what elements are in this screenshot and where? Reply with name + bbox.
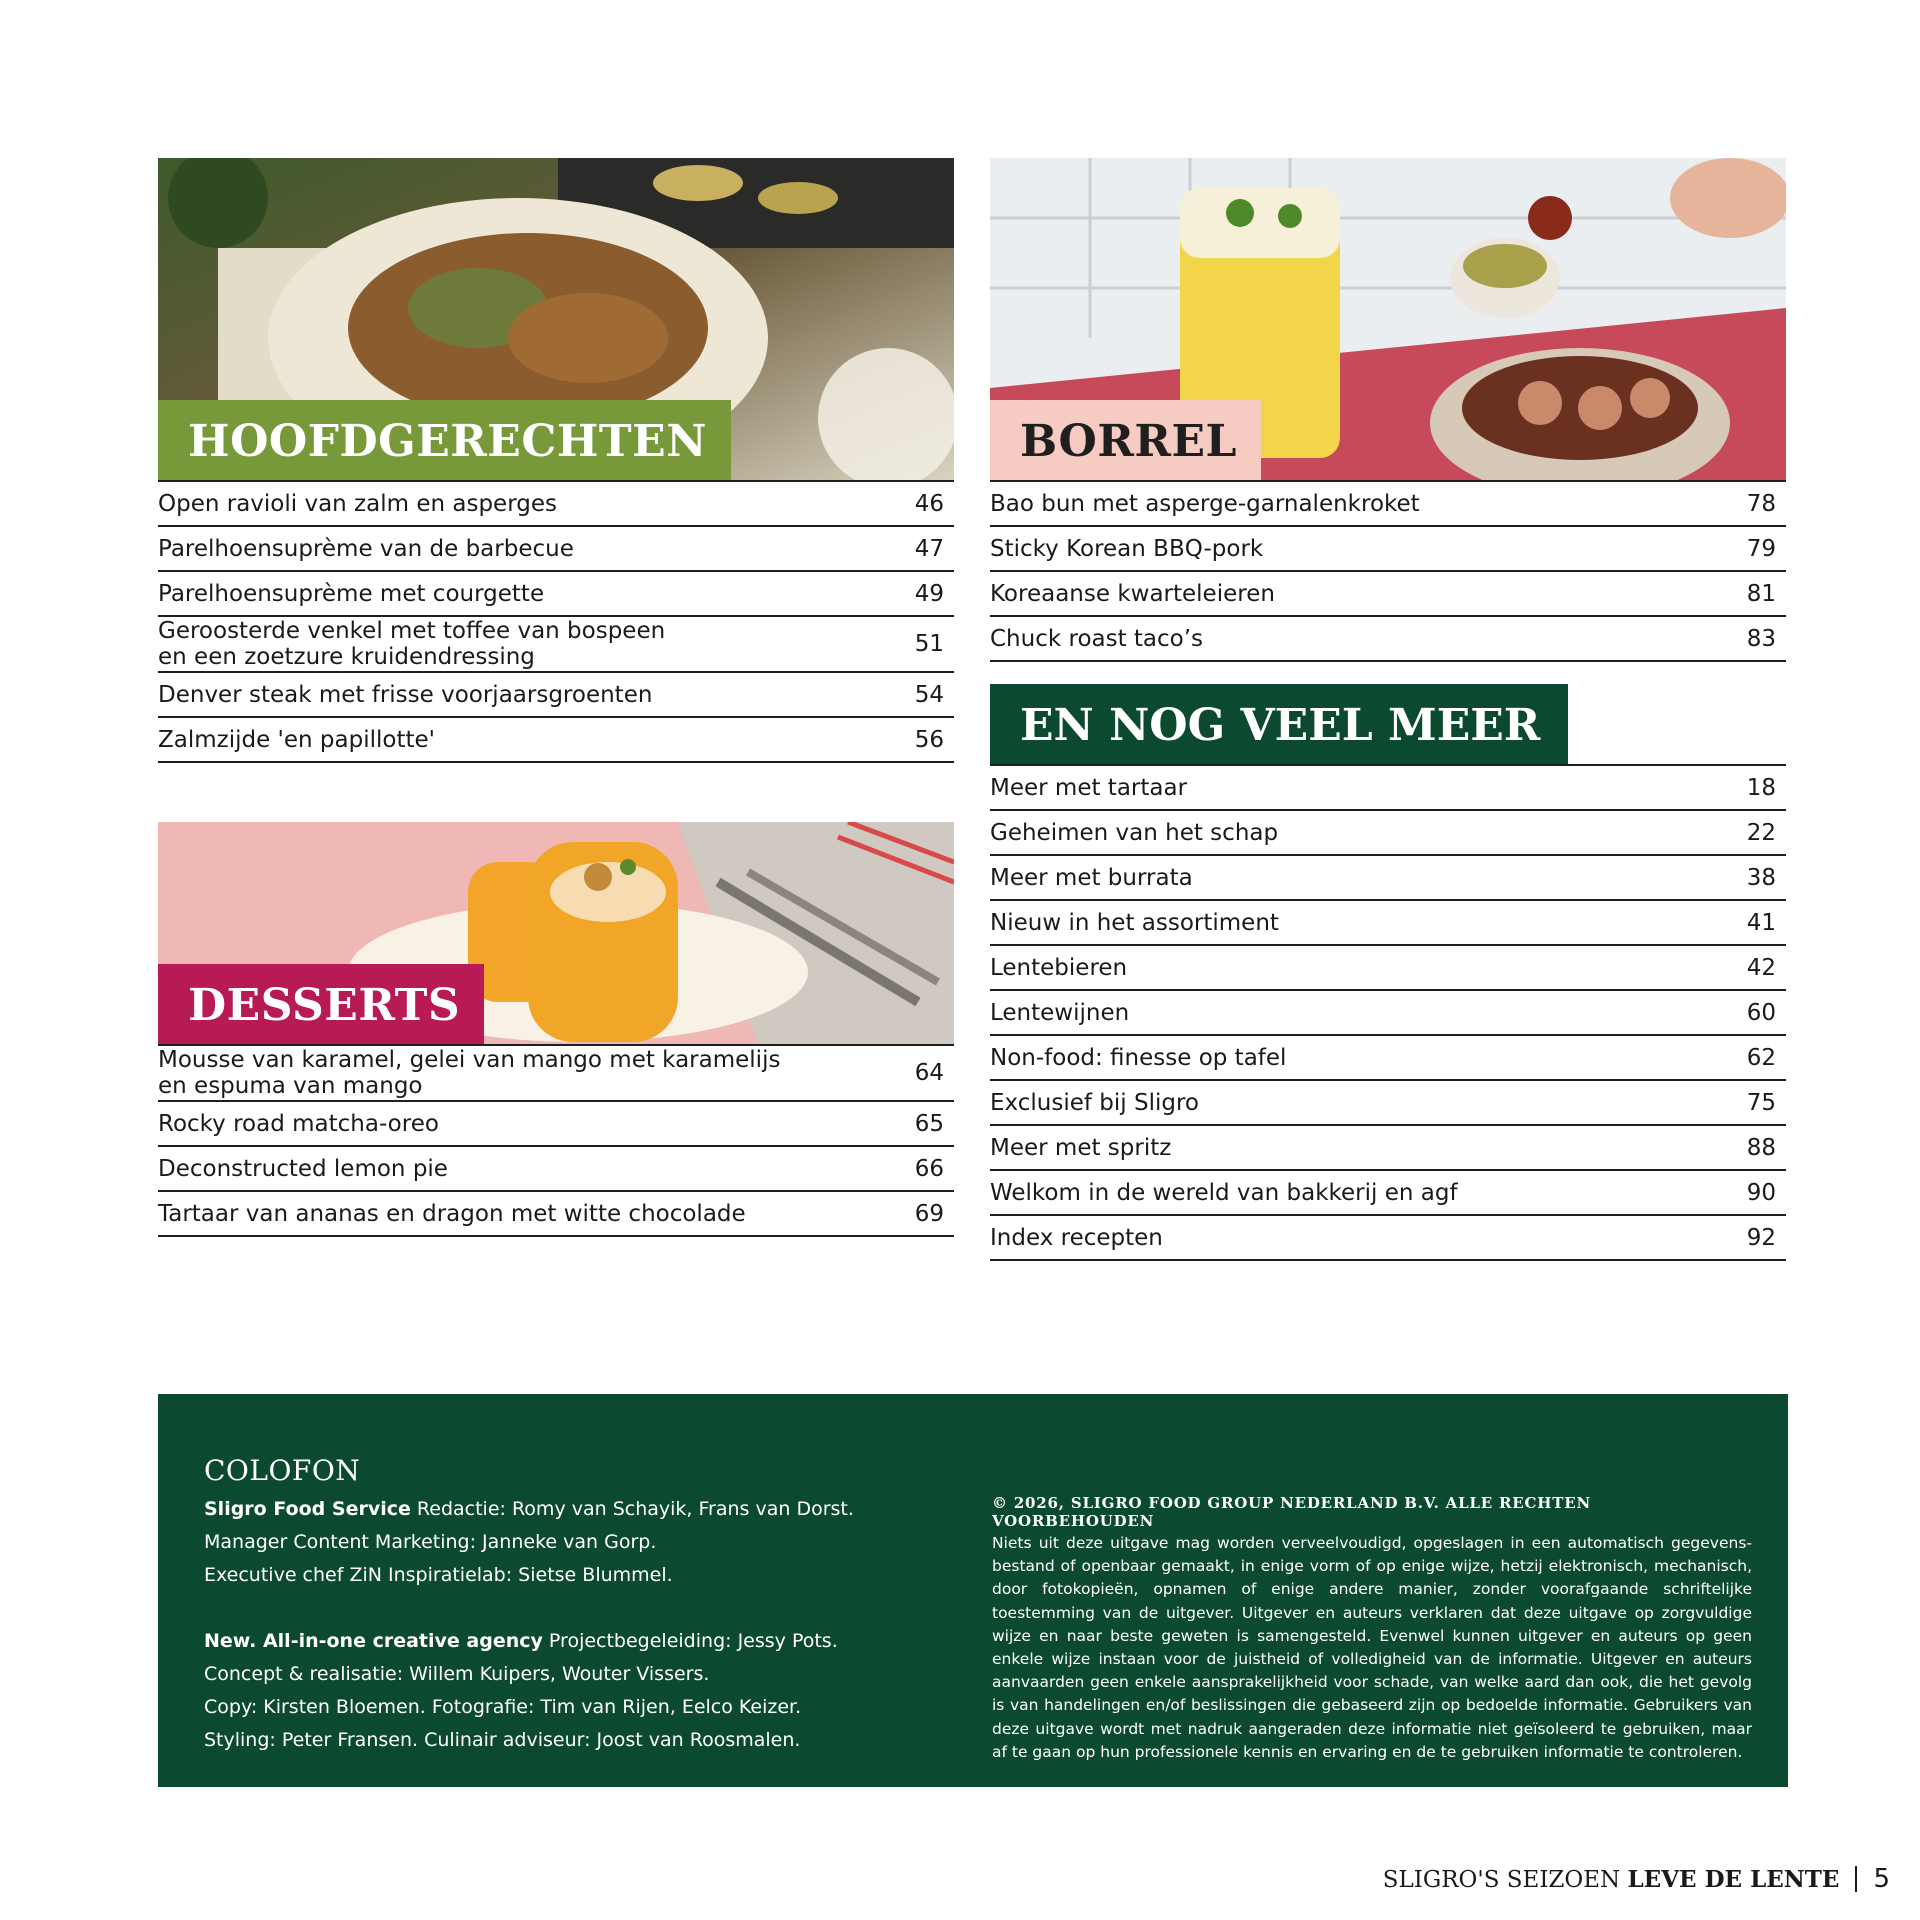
item-page: 56 <box>914 726 944 753</box>
list-item[interactable] <box>990 766 1786 811</box>
item-title: Open ravioli van zalm en asperges <box>158 490 557 517</box>
list-item[interactable] <box>158 1147 954 1192</box>
photo-hoofdgerechten <box>158 158 954 480</box>
colofon-company: New. All-in-one creative agency <box>204 1630 543 1652</box>
list-item[interactable] <box>158 673 954 718</box>
list-desserts <box>158 1044 954 1237</box>
item-title: Lentebieren <box>990 954 1128 981</box>
list-item[interactable] <box>990 1126 1786 1171</box>
colofon-line: Executive chef ZiN Inspiratielab: Sietse Blummel. <box>204 1564 673 1586</box>
item-title: Denver steak met frisse voorjaarsgroenten <box>158 681 653 708</box>
list-item[interactable] <box>158 718 954 763</box>
list-item[interactable] <box>990 482 1786 527</box>
copyright-body: Niets uit deze uitgave mag worden verveelvoudigd, opgeslagen in een automatisch gegevens-bestand of openbaar gemaakt, in enige vorm of op enige wijze, hetzij elektronisch, mechanisch, door fotokopieën, opnamen of enige andere manier, zonder voorafgaande schriftelijke toestemming van de uitgever. Uitgever en auteurs verklaren dat deze uitgave op zorgvuldige wijze en naar beste geweten is samengesteld. Evenwel kunnen uitgever en auteurs op geen enkele wijze instaan voor de juistheid of volledigheid van de informatie. Uitgever en auteurs aanvaarden geen enkele aansprakelijkheid voor schade, van welke aard dan ook, die het gevolg is van handelingen en/of beslissingen die gebaseerd zijn op bedoelde informatie. Gebruikers van deze uitgave wordt met nadruk aangeraden deze informatie niet geïsoleerd te gebruiken, maar af te gaan op hun professionele kennis en ervaring en de te gebruiken informatie te controleren. <box>992 1534 1752 1761</box>
item-title: Chuck roast taco’s <box>990 625 1204 652</box>
list-item[interactable] <box>990 856 1786 901</box>
item-page: 75 <box>1746 1089 1776 1116</box>
page-footer <box>1383 1862 1890 1896</box>
item-title: Non-food: finesse op tafel <box>990 1044 1287 1071</box>
section-desserts <box>158 822 954 1237</box>
item-title: Meer met spritz <box>990 1134 1172 1161</box>
item-page: 62 <box>1746 1044 1776 1071</box>
footer-divider <box>1855 1866 1857 1892</box>
footer-edition: LEVE DE LENTE <box>1627 1866 1840 1893</box>
item-title: Koreaanse kwarteleieren <box>990 580 1275 607</box>
item-page: 18 <box>1746 774 1776 801</box>
item-title: Meer met burrata <box>990 864 1193 891</box>
item-page: 46 <box>914 490 944 517</box>
item-page: 22 <box>1746 819 1776 846</box>
item-page: 38 <box>1746 864 1776 891</box>
section-meer <box>990 684 1786 1261</box>
page-number: 5 <box>1873 1864 1890 1894</box>
item-title: Zalmzijde 'en papillotte' <box>158 726 435 753</box>
item-title: Bao bun met asperge-garnalenkroket <box>990 490 1420 517</box>
section-title-meer: EN NOG VEEL MEER <box>990 684 1568 764</box>
list-item[interactable] <box>990 572 1786 617</box>
item-title: Lentewijnen <box>990 999 1130 1026</box>
item-title: Tartaar van ananas en dragon met witte chocolade <box>158 1200 746 1227</box>
colofon-line: Concept & realisatie: Willem Kuipers, Wouter Vissers. <box>204 1663 710 1685</box>
item-page: 60 <box>1746 999 1776 1026</box>
list-meer <box>990 764 1786 1261</box>
item-title: Exclusief bij Sligro <box>990 1089 1199 1116</box>
colofon-heading: COLOFON <box>204 1454 361 1487</box>
item-page: 51 <box>914 631 944 657</box>
item-page: 54 <box>914 681 944 708</box>
list-hoofdgerechten <box>158 480 954 763</box>
item-page: 78 <box>1746 490 1776 517</box>
item-page: 42 <box>1746 954 1776 981</box>
colofon-line <box>204 1625 964 1658</box>
list-item[interactable] <box>990 1216 1786 1261</box>
item-title: Parelhoensuprème van de barbecue <box>158 535 574 562</box>
photo-borrel <box>990 158 1786 480</box>
item-page: 64 <box>914 1060 944 1086</box>
footer-brand: SLIGRO'S SEIZOEN <box>1382 1867 1628 1893</box>
colofon-text: Projectbegeleiding: Jessy Pots. <box>542 1630 838 1652</box>
section-borrel <box>990 158 1786 662</box>
section-title-desserts: DESSERTS <box>158 964 484 1044</box>
item-page: 79 <box>1746 535 1776 562</box>
item-page: 83 <box>1746 625 1776 652</box>
colofon-line: Copy: Kirsten Bloemen. Fotografie: Tim van Rijen, Eelco Keizer. <box>204 1696 802 1718</box>
item-title: Parelhoensuprème met courgette <box>158 580 545 607</box>
copyright-title: © 2026, SLIGRO FOOD GROUP NEDERLAND B.V. ALLE RECHTEN VOORBEHOUDEN <box>992 1494 1591 1530</box>
item-page: 66 <box>914 1155 944 1182</box>
item-page: 90 <box>1746 1179 1776 1206</box>
list-item[interactable] <box>990 811 1786 856</box>
section-hoofdgerechten <box>158 158 954 763</box>
colofon-line: Manager Content Marketing: Janneke van Gorp. <box>204 1531 657 1553</box>
item-page: 49 <box>914 580 944 607</box>
item-page: 81 <box>1746 580 1776 607</box>
item-page: 47 <box>914 535 944 562</box>
item-title: Nieuw in het assortiment <box>990 909 1279 936</box>
list-item[interactable] <box>158 527 954 572</box>
list-item[interactable] <box>990 1036 1786 1081</box>
item-title: Deconstructed lemon pie <box>158 1155 448 1182</box>
list-item[interactable] <box>990 991 1786 1036</box>
list-item[interactable] <box>158 617 954 673</box>
photo-desserts <box>158 822 954 1044</box>
item-page: 92 <box>1746 1224 1776 1251</box>
list-item[interactable] <box>158 482 954 527</box>
colofon-credits <box>204 1454 964 1757</box>
item-title: Sticky Korean BBQ-pork <box>990 535 1264 562</box>
list-item[interactable] <box>158 1192 954 1237</box>
colofon-line: Styling: Peter Fransen. Culinair adviseur: Joost van Roosmalen. <box>204 1729 801 1751</box>
item-page: 65 <box>914 1110 944 1137</box>
list-item[interactable] <box>990 1171 1786 1216</box>
copyright-block <box>992 1494 1752 1764</box>
colofon-company: Sligro Food Service <box>204 1498 411 1520</box>
item-title: Geroosterde venkel met toffee van bospeen en een zoetzure kruidendressing <box>158 618 666 670</box>
section-title-borrel: BORREL <box>990 400 1261 480</box>
item-title: Rocky road matcha-oreo <box>158 1110 439 1137</box>
list-borrel <box>990 480 1786 662</box>
list-item[interactable] <box>990 617 1786 662</box>
colofon-panel <box>158 1394 1788 1787</box>
item-title: Index recepten <box>990 1224 1163 1251</box>
list-item[interactable] <box>990 1081 1786 1126</box>
list-item[interactable] <box>990 527 1786 572</box>
list-item[interactable] <box>990 901 1786 946</box>
item-title: Meer met tartaar <box>990 774 1188 801</box>
item-title: Mousse van karamel, gelei van mango met karamelijs en espuma van mango <box>158 1047 781 1099</box>
list-item[interactable] <box>158 1102 954 1147</box>
item-title: Geheimen van het schap <box>990 819 1279 846</box>
item-page: 88 <box>1746 1134 1776 1161</box>
colofon-text: Redactie: Romy van Schayik, Frans van Dorst. <box>410 1498 854 1520</box>
item-page: 69 <box>914 1200 944 1227</box>
list-item[interactable] <box>158 1046 954 1102</box>
list-item[interactable] <box>990 946 1786 991</box>
item-page: 41 <box>1746 909 1776 936</box>
list-item[interactable] <box>158 572 954 617</box>
section-title-hoofdgerechten: HOOFDGERECHTEN <box>158 400 731 480</box>
colofon-spacer <box>204 1592 964 1625</box>
item-title: Welkom in de wereld van bakkerij en agf <box>990 1179 1458 1206</box>
colofon-line <box>204 1493 964 1526</box>
